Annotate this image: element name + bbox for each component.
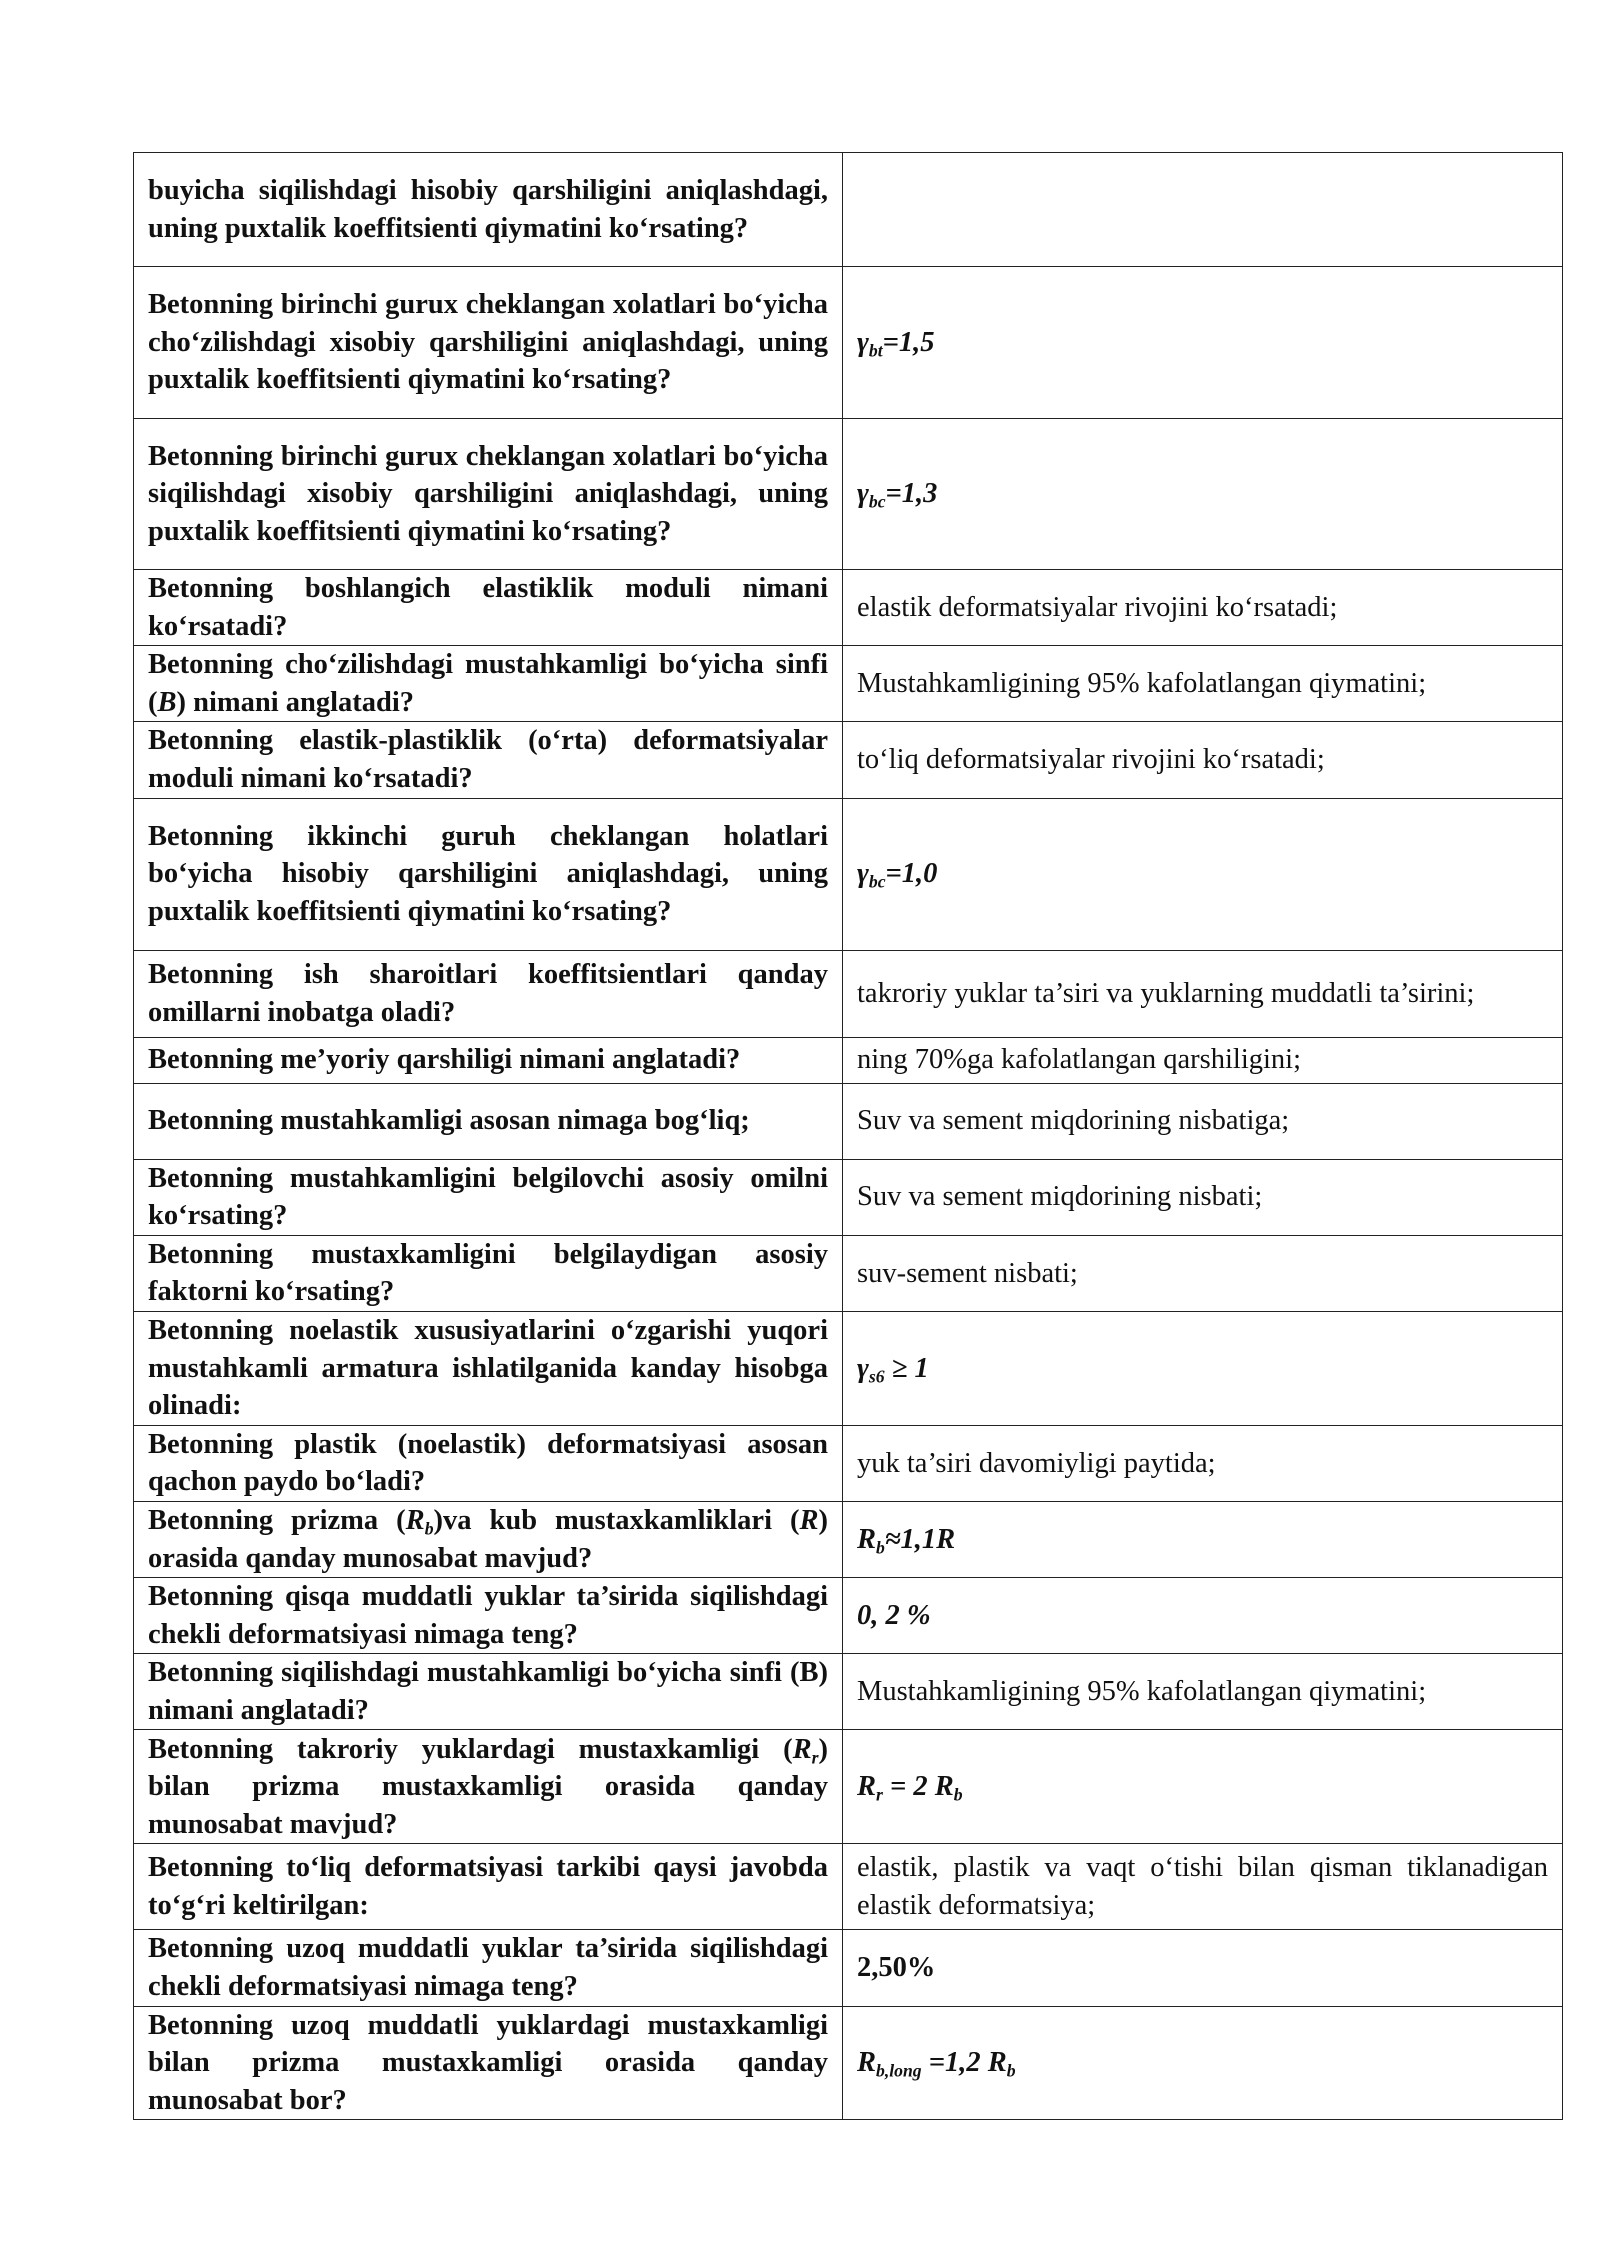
- answer-cell: [843, 419, 1563, 570]
- answer-cell: [843, 722, 1563, 798]
- answer-cell: [843, 1930, 1563, 2006]
- question-cell: [134, 1578, 843, 1654]
- answer-cell: [843, 1654, 1563, 1730]
- question-cell: [134, 722, 843, 798]
- question-text: Betonning prizma (: [148, 1504, 406, 1536]
- question-text: )va kub mustaxkamliklari (: [433, 1504, 800, 1536]
- answer-cell: [843, 570, 1563, 646]
- answer-cell: [843, 1083, 1563, 1159]
- answer-cell: [843, 646, 1563, 722]
- answer-text: yuk ta’siri davomiyligi paytida;: [857, 1447, 1216, 1479]
- answer-text: takroriy yuklar ta’siri va yuklarning muddatli ta’sirini;: [857, 977, 1475, 1009]
- question-cell: [134, 570, 843, 646]
- table-row: [134, 1311, 1563, 1425]
- table-row: [134, 798, 1563, 950]
- table-row: [134, 1501, 1563, 1577]
- table-row: [134, 1425, 1563, 1501]
- table-row: [134, 419, 1563, 570]
- answer-cell: [843, 1311, 1563, 1425]
- answer-text: Mustahkamligining 95% kafolatlangan qiymatini;: [857, 667, 1427, 699]
- table-row: [134, 267, 1563, 419]
- question-cell: [134, 1654, 843, 1730]
- question-cell: [134, 1083, 843, 1159]
- question-cell: [134, 1311, 843, 1425]
- answer-value: = 2 R: [882, 1771, 954, 1803]
- answer-text: R: [857, 1771, 877, 1803]
- answer-subscript: s6: [868, 1365, 885, 1386]
- question-cell: [134, 1235, 843, 1311]
- answer-subscript: bt: [868, 340, 883, 360]
- answer-text: Suv va sement miqdorining nisbatiga;: [857, 1105, 1290, 1137]
- answer-cell: [843, 1844, 1563, 1930]
- question-text: Betonning cho‘zilishdagi mustahkamligi bo‘yicha sinfi (: [148, 649, 828, 718]
- answer-subscript: bc: [868, 491, 886, 512]
- question-text: Betonning birinchi gurux cheklangan xolatlari bo‘yicha cho‘zilishdagi xisobiy qarshiligini aniqlashdagi, uning puxtalik koeffitsienti qiymatini ko‘rsating?: [148, 289, 828, 396]
- table-row: [134, 1083, 1563, 1159]
- question-text: Betonning ish sharoitlari koeffitsientlari qanday omillarni inobatga oladi?: [148, 958, 828, 1028]
- answer-value: ≥ 1: [884, 1352, 929, 1384]
- question-cell: [134, 1037, 843, 1083]
- answer-text: γ: [857, 1352, 869, 1384]
- question-text: Betonning ikkinchi guruh cheklangan holatlari bo‘yicha hisobiy qarshiligini aniqlashdagi, uning puxtalik koeffitsienti qiymatini ko‘rsating?: [148, 820, 828, 927]
- table-row: [134, 646, 1563, 722]
- answer-text: ning 70%ga kafolatlangan qarshiligini;: [857, 1044, 1302, 1076]
- table-row: [134, 2006, 1563, 2120]
- answer-text: γ: [857, 326, 869, 358]
- answer-text: suv-sement nisbati;: [857, 1257, 1078, 1289]
- question-subscript: b: [424, 1518, 434, 1539]
- answer-text: R: [857, 2047, 877, 2079]
- answer-cell: [843, 153, 1563, 267]
- answer-value: =1,0: [885, 858, 938, 890]
- table-row: [134, 1037, 1563, 1083]
- question-symbol: R: [405, 1504, 425, 1536]
- question-text: Betonning takroriy yuklardagi mustaxkamligi (: [148, 1733, 793, 1765]
- question-text: Betonning boshlangich elastiklik moduli nimani ko‘rsatadi?: [148, 573, 828, 642]
- question-text: Betonning birinchi gurux cheklangan xolatlari bo‘yicha siqilishdagi xisobiy qarshiligini aniqlashdagi, uning puxtalik koeffitsienti qiymatini ko‘rsating?: [148, 440, 828, 547]
- answer-cell: [843, 2006, 1563, 2120]
- table-row: [134, 1930, 1563, 2006]
- question-text: Betonning mustaxkamligini belgilaydigan asosiy faktorni ko‘rsating?: [148, 1238, 828, 1308]
- question-cell: [134, 1930, 843, 2006]
- answer-text: Suv va sement miqdorining nisbati;: [857, 1181, 1263, 1213]
- answer-subscript: b: [876, 1537, 885, 1557]
- answer-text: 0, 2 %: [857, 1599, 931, 1631]
- answer-cell: [843, 950, 1563, 1037]
- answer-subscript: r: [876, 1784, 883, 1805]
- question-text: Betonning elastik-plastiklik (o‘rta) deformatsiyalar moduli nimani ko‘rsatadi?: [148, 725, 828, 794]
- answer-text: elastik deformatsiyalar rivojini ko‘rsatadi;: [857, 591, 1338, 623]
- question-text: Betonning qisqa muddatli yuklar ta’sirida siqilishdagi chekli deformatsiyasi nimaga teng?: [148, 1581, 828, 1650]
- answer-text: γ: [857, 858, 869, 890]
- answer-text: elastik, plastik va vaqt o‘tishi bilan qisman tiklanadigan elastik deformatsiya;: [857, 1852, 1548, 1921]
- answer-cell: [843, 798, 1563, 950]
- question-cell: [134, 1425, 843, 1501]
- table-row: [134, 1844, 1563, 1930]
- qa-table: [133, 152, 1563, 2120]
- table-row: [134, 153, 1563, 267]
- table-row: [134, 950, 1563, 1037]
- question-cell: [134, 1730, 843, 1844]
- question-text: Betonning noelastik xususiyatlarini o‘zgarishi yuqori mustahkamli armatura ishlatilganida kanday hisobga olinadi:: [148, 1314, 828, 1422]
- table-row: [134, 1578, 1563, 1654]
- answer-subscript: b: [953, 1784, 963, 1805]
- table-row: [134, 1654, 1563, 1730]
- question-text: Betonning uzoq muddatli yuklardagi mustaxkamligi bilan prizma mustaxkamligi orasida qanday munosabat bor?: [148, 2009, 828, 2116]
- question-text: ) bilan prizma mustaxkamligi orasida qanday munosabat mavjud?: [148, 1733, 828, 1840]
- question-cell: [134, 1159, 843, 1235]
- answer-text: 2,50%: [857, 1952, 936, 1984]
- answer-text: R: [857, 1523, 877, 1555]
- question-text: Betonning plastik (noelastik) deformatsiyasi asosan qachon paydo bo‘ladi?: [148, 1428, 828, 1498]
- question-cell: [134, 419, 843, 570]
- question-symbol: R: [799, 1504, 819, 1536]
- answer-cell: [843, 1159, 1563, 1235]
- table-row: [134, 1159, 1563, 1235]
- table-row: [134, 570, 1563, 646]
- question-text: Betonning me’yoriy qarshiligi nimani anglatadi?: [148, 1044, 741, 1076]
- question-cell: [134, 267, 843, 419]
- answer-text: to‘liq deformatsiyalar rivojini ko‘rsatadi;: [857, 744, 1325, 776]
- question-text: Betonning siqilishdagi mustahkamligi bo‘yicha sinfi (B) nimani anglatadi?: [148, 1657, 828, 1726]
- answer-value: =1,3: [885, 478, 938, 510]
- answer-value: =1,2 R: [921, 2047, 1007, 2079]
- question-text: Betonning uzoq muddatli yuklar ta’sirida siqilishdagi chekli deformatsiyasi nimaga teng?: [148, 1933, 828, 2003]
- table-row: [134, 722, 1563, 798]
- question-text: ) orasida qanday munosabat mavjud?: [148, 1504, 828, 1574]
- answer-text: γ: [857, 478, 869, 510]
- question-text: Betonning mustahkamligi asosan nimaga bog‘liq;: [148, 1105, 750, 1137]
- answer-cell: [843, 1578, 1563, 1654]
- answer-cell: [843, 1730, 1563, 1844]
- answer-cell: [843, 1501, 1563, 1577]
- answer-text: Mustahkamligining 95% kafolatlangan qiymatini;: [857, 1676, 1427, 1708]
- question-text: buyicha siqilishdagi hisobiy qarshiligini aniqlashdagi, uning puxtalik koeffitsienti qiymatini ko‘rsating?: [148, 174, 828, 244]
- question-symbol: R: [792, 1733, 812, 1765]
- question-cell: [134, 798, 843, 950]
- question-cell: [134, 1501, 843, 1577]
- question-text: Betonning to‘liq deformatsiyasi tarkibi qaysi javobda to‘g‘ri keltirilgan:: [148, 1852, 828, 1921]
- answer-cell: [843, 267, 1563, 419]
- answer-cell: [843, 1037, 1563, 1083]
- answer-value: ≈1,1R: [884, 1523, 956, 1555]
- answer-subscript: b: [1006, 2060, 1016, 2081]
- question-text: Betonning mustahkamligini belgilovchi asosiy omilni ko‘rsating?: [148, 1162, 828, 1232]
- question-cell: [134, 646, 843, 722]
- answer-cell: [843, 1235, 1563, 1311]
- question-cell: [134, 2006, 843, 2120]
- question-text: ) nimani anglatadi?: [176, 686, 415, 718]
- question-symbol: B: [157, 686, 177, 718]
- table-row: [134, 1730, 1563, 1844]
- answer-subscript: b,long: [876, 2060, 922, 2081]
- answer-subscript: bc: [868, 871, 886, 892]
- question-cell: [134, 950, 843, 1037]
- question-cell: [134, 1844, 843, 1930]
- table-row: [134, 1235, 1563, 1311]
- question-subscript: r: [811, 1746, 819, 1767]
- answer-value: =1,5: [882, 326, 935, 358]
- question-cell: [134, 153, 843, 267]
- answer-cell: [843, 1425, 1563, 1501]
